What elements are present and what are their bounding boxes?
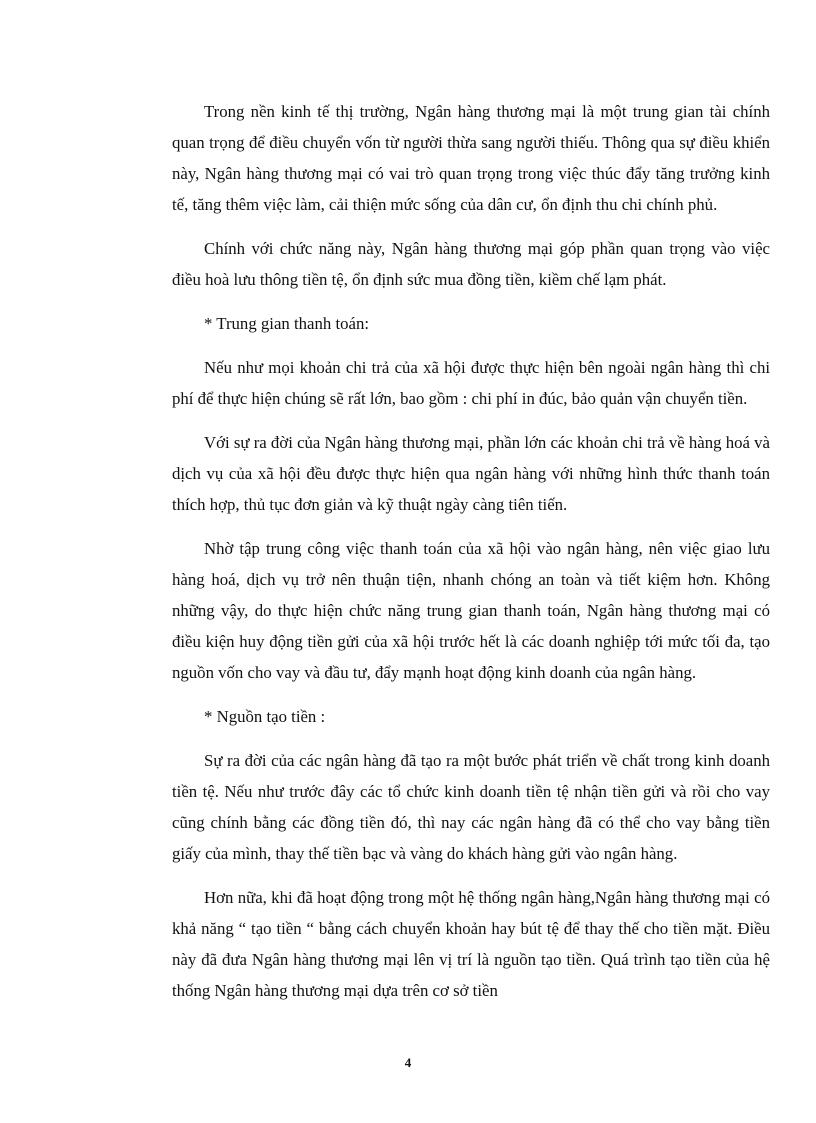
heading-payment-intermediary: * Trung gian thanh toán:: [204, 314, 370, 333]
paragraph-payment-benefits: Nhờ tập trung công việc thanh toán của xã hội vào ngân hàng, nên việc giao lưu hàng hoá, dịch vụ trở nên thuận tiện, nhanh chóng an toàn và tiết kiệm hơn. Không những vậy, do thực hiện chức năng trung gian thanh toán, Ngân hàng thương mại có điều kiện huy động tiền gửi của xã hội trước hết là các doanh nghiệp tới mức tối đa, tạo nguồn vốn cho vay và đầu tư, đẩy mạnh hoạt động kinh doanh của ngân hàng.: [172, 539, 770, 682]
paragraph-bank-payments: Với sự ra đời của Ngân hàng thương mại, phần lớn các khoản chi trả về hàng hoá và dịch vụ của xã hội đều được thực hiện qua ngân hàng với những hình thức thanh toán thích hợp, thủ tục đơn giản và kỹ thuật ngày càng tiên tiến.: [172, 433, 770, 514]
heading-money-creation: * Nguồn tạo tiền :: [204, 707, 326, 726]
paragraph-intermediary-role: Trong nền kinh tế thị trường, Ngân hàng thương mại là một trung gian tài chính quan trọng để điều chuyển vốn từ người thừa sang người thiếu. Thông qua sự điều khiển này, Ngân hàng thương mại có vai trò quan trọng trong việc thúc đẩy tăng trưởng kinh tế, tăng thêm việc làm, cải thiện mức sống của dân cư, ổn định thu chi chính phủ.: [172, 102, 770, 214]
page-body: [172, 96, 770, 1019]
page-number: 4: [404, 1055, 412, 1070]
paragraph-money-creation-process: Hơn nữa, khi đã hoạt động trong một hệ thống ngân hàng,Ngân hàng thương mại có khả năng “ tạo tiền “ bằng cách chuyển khoản hay bút tệ để thay thế cho tiền mặt. Điều này đã đưa Ngân hàng thương mại lên vị trí là nguồn tạo tiền. Quá trình tạo tiền của hệ thống Ngân hàng thương mại dựa trên cơ sở tiền: [172, 888, 770, 1000]
paragraph-monetary-regulation: Chính với chức năng này, Ngân hàng thương mại góp phần quan trọng vào việc điều hoà lưu thông tiền tệ, ổn định sức mua đồng tiền, kiềm chế lạm phát.: [172, 239, 770, 289]
paragraph-banking-development: Sự ra đời của các ngân hàng đã tạo ra một bước phát triển về chất trong kinh doanh tiền tệ. Nếu như trước đây các tổ chức kinh doanh tiền tệ nhận tiền gửi và rồi cho vay cũng chính bằng các đồng tiền đó, thì nay các ngân hàng đã có thể cho vay bằng tiền giấy của mình, thay thế tiền bạc và vàng do khách hàng gửi vào ngân hàng.: [172, 751, 770, 863]
paragraph-payment-costs: Nếu như mọi khoản chi trả của xã hội được thực hiện bên ngoài ngân hàng thì chi phí để thực hiện chúng sẽ rất lớn, bao gồm : chi phí in đúc, bảo quản vận chuyển tiền.: [172, 358, 770, 408]
